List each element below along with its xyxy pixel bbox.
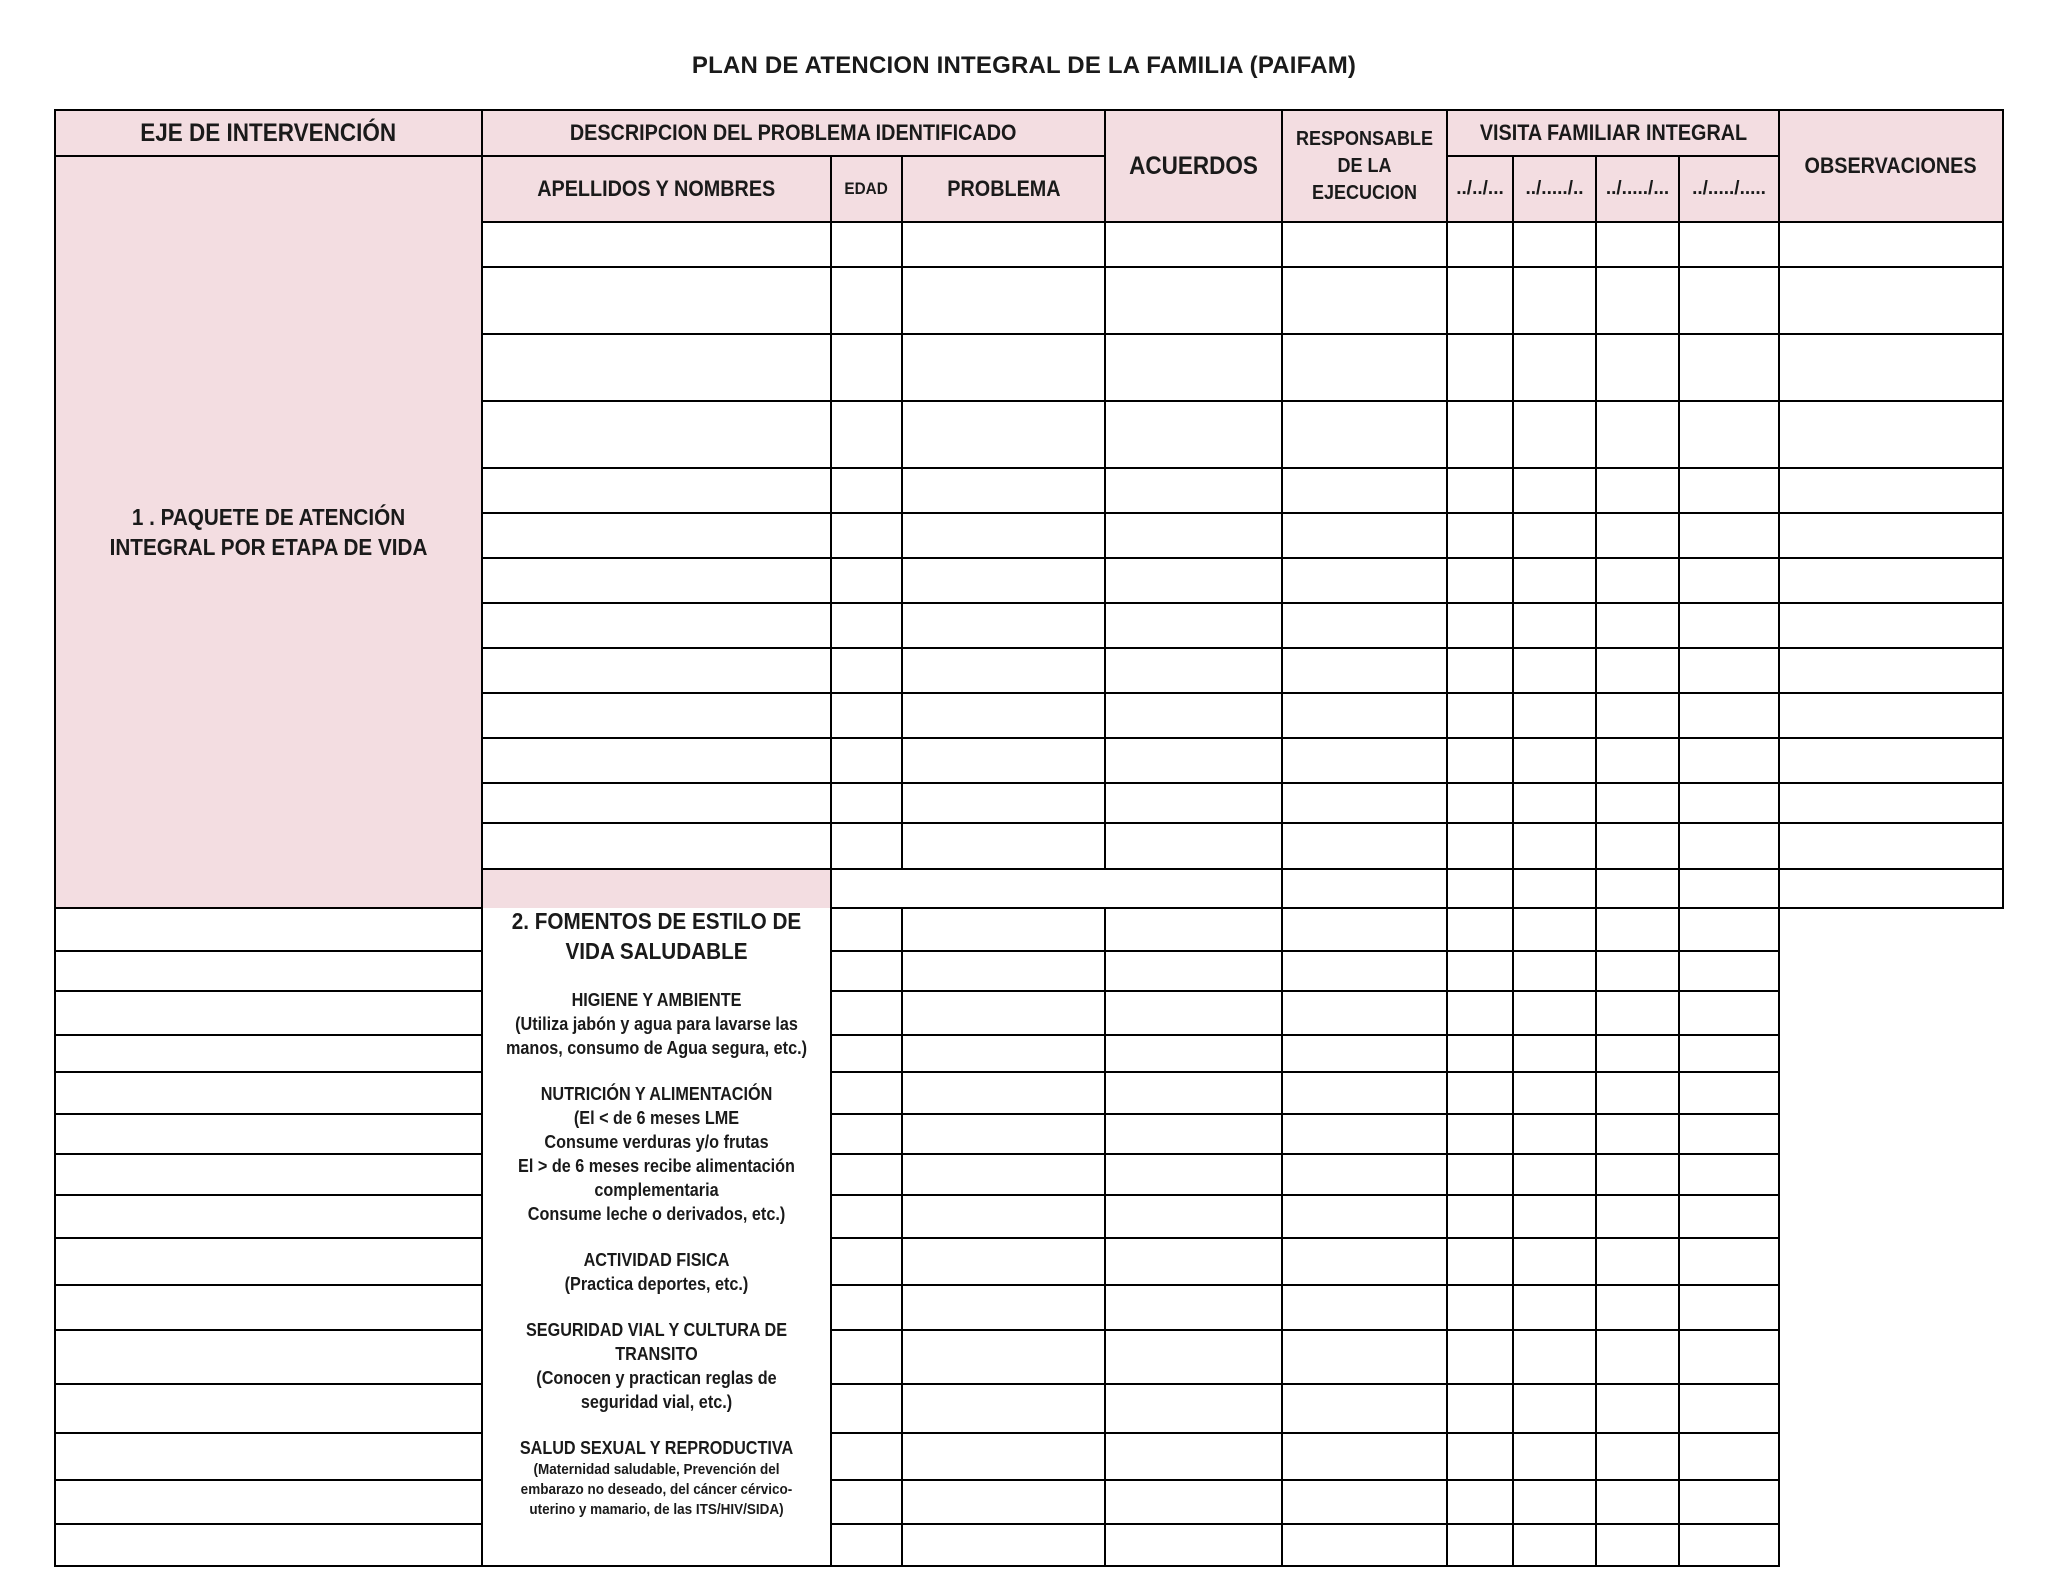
cell-observaciones[interactable] [1679,1114,1779,1154]
cell-edad[interactable] [831,693,902,738]
header-visit-date-1: ../../... [1447,156,1513,222]
cell-responsable[interactable] [1105,1238,1282,1285]
cell-visit-3[interactable] [1513,1195,1596,1238]
cell-visit-3[interactable] [1513,1035,1596,1072]
cell-visit-3[interactable] [1596,693,1679,738]
cell-visit-4[interactable] [1679,558,1779,603]
cell-acuerdos[interactable] [902,1524,1105,1566]
table-row [55,1035,2003,1072]
cell-responsable[interactable] [1105,1330,1282,1384]
cell-apellidos[interactable] [482,334,831,401]
cell-edad[interactable] [831,267,902,334]
cell-edad[interactable] [831,558,902,603]
cell-visit-4[interactable] [1596,1035,1679,1072]
cell-visit-4[interactable] [1596,951,1679,991]
cell-visit-1[interactable] [1447,267,1513,334]
cell-apellidos[interactable] [482,823,831,869]
cell-visit-3[interactable] [1596,401,1679,468]
table-row [55,1195,2003,1238]
axis-2-group-name: SALUD SEXUAL Y REPRODUCTIVA [519,1438,794,1458]
cell-visit-4[interactable] [1679,401,1779,468]
cell-visit-3[interactable] [1596,783,1679,823]
cell-visit-3[interactable] [1596,558,1679,603]
cell-description[interactable] [55,1524,902,1566]
cell-apellidos[interactable] [482,222,831,267]
header-eje: EJE DE INTERVENCIÓN [55,110,482,156]
cell-problema[interactable] [902,222,1105,267]
cell-visit-1[interactable] [1447,648,1513,693]
cell-responsable[interactable] [1282,648,1447,693]
cell-visit-1[interactable] [1282,951,1447,991]
cell-edad[interactable] [831,738,902,783]
cell-visit-4[interactable] [1679,267,1779,334]
cell-responsable[interactable] [1282,334,1447,401]
header-visit-date-4: ../...../..... [1679,156,1779,222]
cell-problema[interactable] [902,693,1105,738]
cell-description[interactable] [831,869,1282,908]
cell-visit-3[interactable] [1513,1154,1596,1195]
table-row [55,1154,2003,1195]
cell-acuerdos[interactable] [1282,869,1447,908]
cell-edad[interactable] [831,783,902,823]
cell-visit-1[interactable] [1282,1330,1447,1384]
cell-apellidos[interactable] [482,267,831,334]
cell-visit-1[interactable] [1282,1238,1447,1285]
cell-responsable[interactable] [1105,991,1282,1035]
cell-observaciones[interactable] [1779,648,2003,693]
cell-responsable[interactable] [1282,468,1447,513]
cell-visit-4[interactable] [1679,783,1779,823]
cell-visit-1[interactable] [1447,334,1513,401]
cell-problema[interactable] [902,334,1105,401]
cell-visit-2[interactable] [1513,222,1596,267]
cell-observaciones[interactable] [1779,603,2003,648]
cell-observaciones[interactable] [1679,951,1779,991]
cell-visit-2[interactable] [1513,513,1596,558]
cell-acuerdos[interactable] [902,1238,1105,1285]
cell-responsable[interactable] [1282,222,1447,267]
cell-acuerdos[interactable] [1105,823,1282,869]
cell-visit-1[interactable] [1447,823,1513,869]
cell-visit-3[interactable] [1596,222,1679,267]
paifam-form-table [54,109,2004,1567]
cell-visit-4[interactable] [1679,648,1779,693]
cell-visit-3[interactable] [1596,267,1679,334]
cell-responsable[interactable] [1105,1154,1282,1195]
cell-visit-4[interactable] [1596,991,1679,1035]
cell-observaciones[interactable] [1779,401,2003,468]
cell-visit-4[interactable] [1596,1330,1679,1384]
cell-acuerdos[interactable] [902,1154,1105,1195]
table-row [55,1330,2003,1384]
cell-visit-3[interactable] [1596,468,1679,513]
axis-2-group-desc: (Practica deportes, etc.) [564,1274,749,1294]
cell-apellidos[interactable] [482,468,831,513]
cell-observaciones[interactable] [1679,1433,1779,1480]
cell-visit-1[interactable] [1447,513,1513,558]
cell-acuerdos[interactable] [1105,603,1282,648]
cell-responsable[interactable] [1282,693,1447,738]
cell-responsable[interactable] [1282,603,1447,648]
cell-acuerdos[interactable] [1105,222,1282,267]
cell-visit-2[interactable] [1513,648,1596,693]
cell-responsable[interactable] [1105,1433,1282,1480]
cell-responsable[interactable] [1282,738,1447,783]
cell-visit-4[interactable] [1596,1072,1679,1114]
cell-acuerdos[interactable] [902,1480,1105,1524]
axis-2-group-name: SEGURIDAD VIAL Y CULTURA DE TRANSITO [525,1320,788,1364]
cell-acuerdos[interactable] [1105,513,1282,558]
cell-responsable[interactable] [1282,558,1447,603]
cell-visit-3[interactable] [1513,1285,1596,1330]
axis-2-group-name: HIGIENE Y AMBIENTE [571,990,742,1010]
cell-visit-3[interactable] [1513,1072,1596,1114]
axis-2-group-desc: (Maternidad saludable, Prevención del embarazo no deseado, del cáncer cérvico-uterino y mamario, de las ITS/HIV/SIDA) [520,1461,793,1518]
cell-apellidos[interactable] [482,513,831,558]
header-visit-date-2: ../...../.. [1513,156,1596,222]
axis-2-group-desc: (Utiliza jabón y agua para lavarse las manos, consumo de Agua segura, etc.) [506,1014,807,1058]
cell-edad[interactable] [831,334,902,401]
cell-responsable[interactable] [1282,267,1447,334]
cell-responsable[interactable] [1105,1114,1282,1154]
cell-acuerdos[interactable] [1105,693,1282,738]
cell-visit-1[interactable] [1447,401,1513,468]
cell-edad[interactable] [831,222,902,267]
cell-visit-3[interactable] [1513,1114,1596,1154]
cell-visit-4[interactable] [1679,222,1779,267]
cell-acuerdos[interactable] [902,1433,1105,1480]
cell-responsable[interactable] [1282,513,1447,558]
cell-visit-2[interactable] [1513,738,1596,783]
cell-acuerdos[interactable] [902,908,1105,951]
cell-edad[interactable] [831,468,902,513]
cell-visit-2[interactable] [1447,951,1513,991]
cell-visit-1[interactable] [1282,1433,1447,1480]
cell-responsable[interactable] [1282,401,1447,468]
header-problema: PROBLEMA [902,156,1105,222]
axis-2-group-desc: (El < de 6 meses LME Consume verduras y/o frutas El > de 6 meses recibe alimentación complementaria Consume leche o derivados, etc.) [518,1108,795,1224]
cell-visit-3[interactable] [1596,513,1679,558]
cell-observaciones[interactable] [1779,222,2003,267]
cell-visit-1[interactable] [1513,869,1596,908]
table-row [55,1072,2003,1114]
header-apellidos: APELLIDOS Y NOMBRES [482,156,831,222]
header-row-1 [55,110,2003,156]
cell-observaciones[interactable] [1679,1524,1779,1566]
cell-problema[interactable] [902,468,1105,513]
cell-edad[interactable] [831,823,902,869]
cell-observaciones[interactable] [1779,738,2003,783]
cell-acuerdos[interactable] [902,1114,1105,1154]
cell-visit-1[interactable] [1447,603,1513,648]
cell-visit-2[interactable] [1447,1195,1513,1238]
cell-apellidos[interactable] [482,783,831,823]
table-row [55,908,2003,951]
cell-visit-2[interactable] [1447,1154,1513,1195]
cell-apellidos[interactable] [482,648,831,693]
cell-visit-4[interactable] [1779,869,2003,908]
cell-visit-4[interactable] [1679,823,1779,869]
cell-acuerdos[interactable] [1105,648,1282,693]
cell-responsable[interactable] [1105,1072,1282,1114]
axis-2-group-desc: (Conocen y practican reglas de seguridad vial, etc.) [536,1368,777,1412]
cell-edad[interactable] [831,513,902,558]
cell-visit-4[interactable] [1596,1195,1679,1238]
cell-visit-4[interactable] [1679,693,1779,738]
cell-visit-4[interactable] [1679,738,1779,783]
cell-visit-3[interactable] [1596,738,1679,783]
cell-visit-4[interactable] [1596,1433,1679,1480]
cell-observaciones[interactable] [1679,1285,1779,1330]
header-visit-date-3: ../...../... [1596,156,1679,222]
cell-problema[interactable] [902,603,1105,648]
cell-problema[interactable] [902,738,1105,783]
cell-observaciones[interactable] [1779,513,2003,558]
cell-apellidos[interactable] [482,401,831,468]
cell-observaciones[interactable] [1679,1072,1779,1114]
cell-observaciones[interactable] [1779,783,2003,823]
cell-observaciones[interactable] [1779,267,2003,334]
axis-2-group [500,1436,812,1520]
cell-visit-3[interactable] [1513,951,1596,991]
cell-problema[interactable] [902,783,1105,823]
cell-visit-2[interactable] [1447,1480,1513,1524]
cell-visit-4[interactable] [1679,468,1779,513]
cell-acuerdos[interactable] [1105,267,1282,334]
cell-visit-1[interactable] [1282,1285,1447,1330]
cell-visit-1[interactable] [1282,1480,1447,1524]
cell-responsable[interactable] [1105,951,1282,991]
cell-responsable[interactable] [1282,783,1447,823]
cell-problema[interactable] [902,648,1105,693]
cell-visit-2[interactable] [1447,1433,1513,1480]
cell-observaciones[interactable] [1679,1195,1779,1238]
cell-observaciones[interactable] [1679,1480,1779,1524]
cell-observaciones[interactable] [1779,693,2003,738]
cell-responsable[interactable] [1282,823,1447,869]
cell-observaciones[interactable] [1679,1330,1779,1384]
cell-acuerdos[interactable] [902,951,1105,991]
cell-responsable[interactable] [1447,869,1513,908]
cell-visit-3[interactable] [1679,869,1779,908]
cell-apellidos[interactable] [482,603,831,648]
table-row [55,991,2003,1035]
cell-visit-2[interactable] [1513,823,1596,869]
cell-responsable[interactable] [1105,1524,1282,1566]
cell-acuerdos[interactable] [902,1330,1105,1384]
cell-visit-1[interactable] [1282,1524,1447,1566]
cell-visit-3[interactable] [1513,1330,1596,1384]
axis-2-group [500,1248,812,1296]
axis-2-group [500,1082,812,1226]
cell-visit-4[interactable] [1596,1114,1679,1154]
cell-acuerdos[interactable] [902,1384,1105,1433]
cell-visit-4[interactable] [1679,603,1779,648]
cell-responsable[interactable] [1105,1035,1282,1072]
header-observaciones: OBSERVACIONES [1779,110,2003,222]
cell-visit-3[interactable] [1513,1524,1596,1566]
cell-visit-2[interactable] [1447,1285,1513,1330]
header-row-2 [55,156,2003,222]
cell-acuerdos[interactable] [1105,558,1282,603]
cell-visit-1[interactable] [1447,558,1513,603]
cell-visit-1[interactable] [1282,1114,1447,1154]
cell-responsable[interactable] [1105,1480,1282,1524]
axis-2-group [500,1318,812,1414]
cell-observaciones[interactable] [1779,334,2003,401]
cell-visit-2[interactable] [1513,693,1596,738]
cell-visit-3[interactable] [1513,1238,1596,1285]
table-row [55,1524,2003,1566]
cell-apellidos[interactable] [482,693,831,738]
cell-visit-2[interactable] [1513,783,1596,823]
cell-problema[interactable] [902,401,1105,468]
cell-acuerdos[interactable] [1105,401,1282,468]
cell-visit-2[interactable] [1447,1384,1513,1433]
cell-acuerdos[interactable] [902,991,1105,1035]
cell-visit-3[interactable] [1596,603,1679,648]
cell-observaciones[interactable] [1679,1238,1779,1285]
cell-visit-4[interactable] [1596,1384,1679,1433]
cell-visit-1[interactable] [1447,468,1513,513]
cell-visit-2[interactable] [1447,1238,1513,1285]
cell-visit-4[interactable] [1596,1154,1679,1195]
cell-observaciones[interactable] [1679,1035,1779,1072]
cell-visit-2[interactable] [1596,869,1679,908]
cell-visit-1[interactable] [1447,783,1513,823]
table-row [55,1480,2003,1524]
cell-observaciones[interactable] [1779,468,2003,513]
cell-visit-1[interactable] [1282,908,1447,951]
cell-visit-1[interactable] [1282,1384,1447,1433]
cell-visit-4[interactable] [1596,1285,1679,1330]
cell-visit-1[interactable] [1447,222,1513,267]
cell-visit-4[interactable] [1679,513,1779,558]
cell-visit-2[interactable] [1447,1035,1513,1072]
cell-acuerdos[interactable] [902,1072,1105,1114]
axis-2-group-name: ACTIVIDAD FISICA [583,1250,730,1270]
cell-visit-1[interactable] [1282,1195,1447,1238]
cell-observaciones[interactable] [1779,823,2003,869]
cell-visit-4[interactable] [1596,1480,1679,1524]
cell-visit-2[interactable] [1447,1330,1513,1384]
cell-acuerdos[interactable] [1105,468,1282,513]
cell-acuerdos[interactable] [1105,738,1282,783]
cell-visit-2[interactable] [1447,1072,1513,1114]
table-row [55,1433,2003,1480]
cell-visit-1[interactable] [1447,693,1513,738]
axis-2-group-name: NUTRICIÓN Y ALIMENTACIÓN [540,1084,773,1104]
cell-observaciones[interactable] [1679,1154,1779,1195]
cell-observaciones[interactable] [1679,908,1779,951]
table-row [55,1384,2003,1433]
cell-acuerdos[interactable] [902,1195,1105,1238]
cell-visit-2[interactable] [1447,1114,1513,1154]
cell-responsable[interactable] [1105,908,1282,951]
cell-acuerdos[interactable] [1105,334,1282,401]
cell-visit-3[interactable] [1513,1480,1596,1524]
cell-visit-4[interactable] [1596,908,1679,951]
table-row [55,951,2003,991]
cell-visit-2[interactable] [1447,908,1513,951]
cell-edad[interactable] [831,603,902,648]
cell-apellidos[interactable] [482,558,831,603]
cell-visit-1[interactable] [1282,1154,1447,1195]
cell-apellidos[interactable] [482,738,831,783]
table-row [55,1238,2003,1285]
header-edad: EDAD [831,156,902,222]
cell-visit-2[interactable] [1513,401,1596,468]
document-title: PLAN DE ATENCION INTEGRAL DE LA FAMILIA (PAIFAM) [691,52,1357,79]
cell-problema[interactable] [902,823,1105,869]
cell-problema[interactable] [902,558,1105,603]
cell-visit-4[interactable] [1596,1524,1679,1566]
cell-observaciones[interactable] [1679,1384,1779,1433]
cell-edad[interactable] [831,648,902,693]
cell-visit-2[interactable] [1513,468,1596,513]
cell-visit-3[interactable] [1513,1384,1596,1433]
cell-acuerdos[interactable] [1105,783,1282,823]
cell-visit-4[interactable] [1596,1238,1679,1285]
header-visita: VISITA FAMILIAR INTEGRAL [1447,110,1779,156]
axis-1-label-cell: 1 . PAQUETE DE ATENCIÓN INTEGRAL POR ETAPA DE VIDA [55,156,482,908]
axis-2-group [500,988,812,1060]
cell-visit-2[interactable] [1513,603,1596,648]
cell-responsable[interactable] [1105,1384,1282,1433]
cell-visit-3[interactable] [1513,1433,1596,1480]
axis-2-title: 2. FOMENTOS DE ESTILO DE VIDA SALUDABLE [511,908,802,964]
cell-visit-4[interactable] [1679,334,1779,401]
cell-visit-1[interactable] [1282,1035,1447,1072]
cell-visit-2[interactable] [1447,1524,1513,1566]
cell-observaciones[interactable] [1779,558,2003,603]
cell-visit-3[interactable] [1513,991,1596,1035]
cell-visit-2[interactable] [1513,267,1596,334]
header-acuerdos: ACUERDOS [1105,110,1282,222]
table-row [55,1285,2003,1330]
cell-visit-2[interactable] [1513,334,1596,401]
cell-acuerdos[interactable] [902,1285,1105,1330]
cell-problema[interactable] [902,513,1105,558]
cell-visit-3[interactable] [1596,648,1679,693]
cell-visit-3[interactable] [1596,823,1679,869]
cell-visit-2[interactable] [1447,991,1513,1035]
cell-visit-2[interactable] [1513,558,1596,603]
cell-visit-3[interactable] [1513,908,1596,951]
cell-problema[interactable] [902,267,1105,334]
cell-visit-1[interactable] [1282,991,1447,1035]
cell-edad[interactable] [831,401,902,468]
cell-acuerdos[interactable] [902,1035,1105,1072]
table-row [55,1114,2003,1154]
cell-visit-1[interactable] [1282,1072,1447,1114]
cell-visit-3[interactable] [1596,334,1679,401]
header-responsable: RESPONSABLE DE LA EJECUCION [1282,110,1447,222]
cell-visit-1[interactable] [1447,738,1513,783]
header-descripcion: DESCRIPCION DEL PROBLEMA IDENTIFICADO [482,110,1105,156]
cell-observaciones[interactable] [1679,991,1779,1035]
cell-responsable[interactable] [1105,1195,1282,1238]
cell-responsable[interactable] [1105,1285,1282,1330]
